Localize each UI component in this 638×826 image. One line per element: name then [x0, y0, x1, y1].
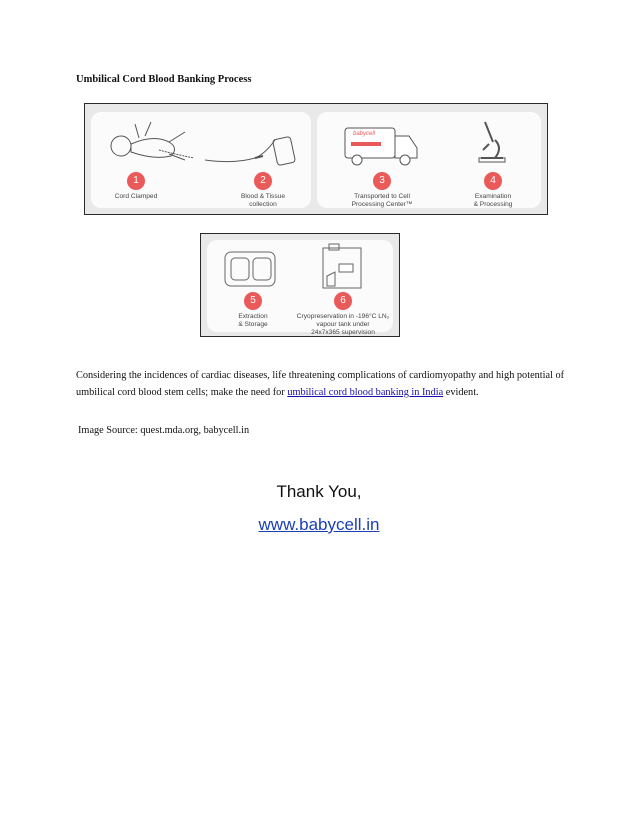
- process-figure-bottom: [200, 233, 400, 337]
- process-step-6: [293, 292, 393, 337]
- step-number-5: 5: [244, 292, 262, 310]
- step-label-1: Cord Clamped: [114, 193, 158, 200]
- storage-bag-icon: [223, 248, 279, 290]
- step-number-4: 4: [484, 172, 502, 190]
- process-step-3: [335, 172, 429, 209]
- van-brand-text: babycell: [353, 131, 376, 137]
- process-step-1: [101, 172, 171, 201]
- step-label-5: Extraction & Storage: [238, 313, 268, 328]
- step-label-2: Blood & Tissue collection: [241, 193, 285, 208]
- document-title: Umbilical Cord Blood Banking Process: [76, 74, 252, 85]
- cryo-tank-icon: [319, 242, 369, 292]
- process-step-2: [223, 172, 303, 209]
- process-step-4: [455, 172, 531, 209]
- thank-you-text: Thank You,: [276, 482, 362, 501]
- transport-van-icon: [343, 122, 423, 170]
- microscope-icon: [469, 118, 509, 168]
- body-paragraph: [76, 367, 576, 401]
- cord-blood-banking-link[interactable]: umbilical cord blood banking in India: [287, 387, 444, 398]
- process-figure-top: [84, 103, 548, 215]
- step-number-2: 2: [254, 172, 272, 190]
- image-source-caption: Image Source: quest.mda.org, babycell.in: [78, 425, 250, 436]
- step-label-3: Transported to Cell Processing Center™: [351, 193, 413, 208]
- website-link[interactable]: www.babycell.in: [258, 515, 380, 534]
- paragraph-text-end: evident.: [443, 387, 479, 398]
- step-number-6: 6: [334, 292, 352, 310]
- step-number-3: 3: [373, 172, 391, 190]
- step-label-4: Examination & Processing: [473, 193, 513, 208]
- paragraph-text: Considering the incidences of cardiac diseases, life threatening complications of cardiomyopathy and high potential of umbilical cord blood stem cells; make the need for: [76, 370, 565, 398]
- newborn-illustration: [99, 116, 209, 166]
- step-label-6: Cryopreservation in -196°C LN₂ vapour tank under 24x7x365 supervision: [296, 313, 390, 336]
- process-step-5: [223, 292, 283, 329]
- blood-bag-illustration: [205, 120, 305, 170]
- step-number-1: 1: [127, 172, 145, 190]
